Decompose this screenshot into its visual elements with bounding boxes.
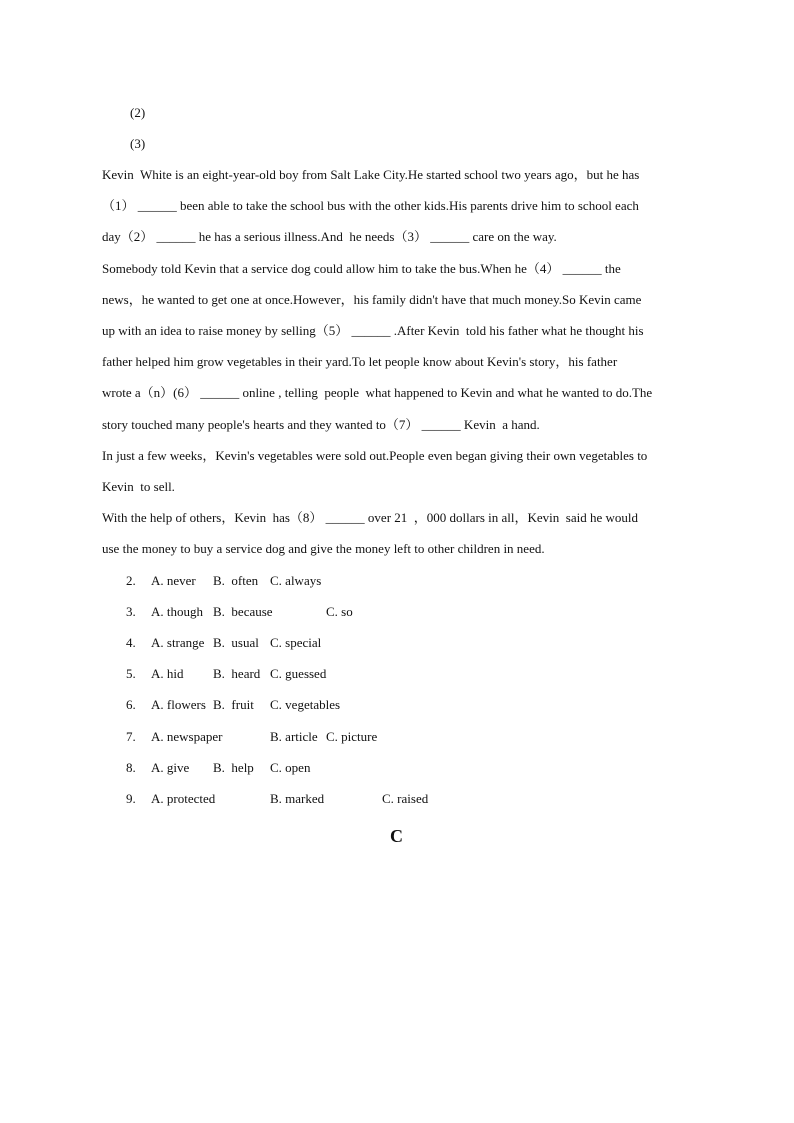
question-number: 7.: [126, 729, 136, 744]
option-c: C. so: [326, 604, 353, 619]
passage-line: news，he wanted to get one at once.However，his family didn't have that much money.So Kevin came: [102, 292, 642, 307]
marker-2: (2): [130, 105, 146, 120]
option-a: A. give: [151, 760, 190, 775]
question-number: 2.: [126, 573, 136, 588]
passage-line: Somebody told Kevin that a service dog could allow him to take the bus.When he（4） ______ the: [102, 261, 621, 276]
passage-line: day（2） ______ he has a serious illness.And he needs（3） ______ care on the way.: [102, 229, 557, 244]
option-c: C. vegetables: [270, 697, 341, 712]
option-b: B. because: [213, 604, 273, 619]
question-number: 9.: [126, 791, 136, 806]
question-number: 3.: [126, 604, 136, 619]
question-number: 6.: [126, 697, 136, 712]
passage-line: use the money to buy a service dog and give the money left to other children in need.: [102, 541, 545, 556]
option-a: A. though: [151, 604, 203, 619]
passage-line: With the help of others，Kevin has（8） ______ over 21 ，000 dollars in all，Kevin said he would: [102, 510, 639, 525]
question-number: 8.: [126, 760, 136, 775]
option-b: B. fruit: [213, 697, 254, 712]
passage-line: Kevin to sell.: [102, 479, 175, 494]
option-a: A. never: [151, 573, 196, 588]
passage-line: （1） ______ been able to take the school bus with the other kids.His parents drive him to school each: [102, 198, 639, 213]
option-c: C. picture: [326, 729, 378, 744]
option-b: B. usual: [213, 635, 259, 650]
passage-line: In just a few weeks，Kevin's vegetables were sold out.People even began giving their own vegetables to: [102, 448, 648, 463]
passage-line: story touched many people's hearts and they wanted to（7） ______ Kevin a hand.: [102, 417, 540, 432]
option-c: C. open: [270, 760, 311, 775]
marker-3: (3): [130, 136, 146, 151]
option-c: C. raised: [382, 791, 429, 806]
option-c: C. special: [270, 635, 322, 650]
option-a: A. newspaper: [151, 729, 223, 744]
option-c: C. always: [270, 573, 322, 588]
section-heading: C: [390, 826, 403, 846]
passage-line: wrote a（n）(6） ______ online , telling people what happened to Kevin and what he wanted to do.The: [102, 385, 653, 400]
option-a: A. strange: [151, 635, 205, 650]
passage-line: up with an idea to raise money by selling（5） ______ .After Kevin told his father what he thought his: [102, 323, 644, 338]
option-b: B. often: [213, 573, 259, 588]
question-number: 4.: [126, 635, 136, 650]
option-a: A. hid: [151, 666, 184, 681]
option-a: A. protected: [151, 791, 216, 806]
passage-line: Kevin White is an eight-year-old boy from Salt Lake City.He started school two years ago，but he has: [102, 167, 640, 182]
option-b: B. marked: [270, 791, 325, 806]
option-b: B. article: [270, 729, 318, 744]
option-a: A. flowers: [151, 697, 206, 712]
option-b: B. help: [213, 760, 254, 775]
passage-line: father helped him grow vegetables in their yard.To let people know about Kevin's story，his father: [102, 354, 618, 369]
option-c: C. guessed: [270, 666, 327, 681]
option-b: B. heard: [213, 666, 261, 681]
question-number: 5.: [126, 666, 136, 681]
